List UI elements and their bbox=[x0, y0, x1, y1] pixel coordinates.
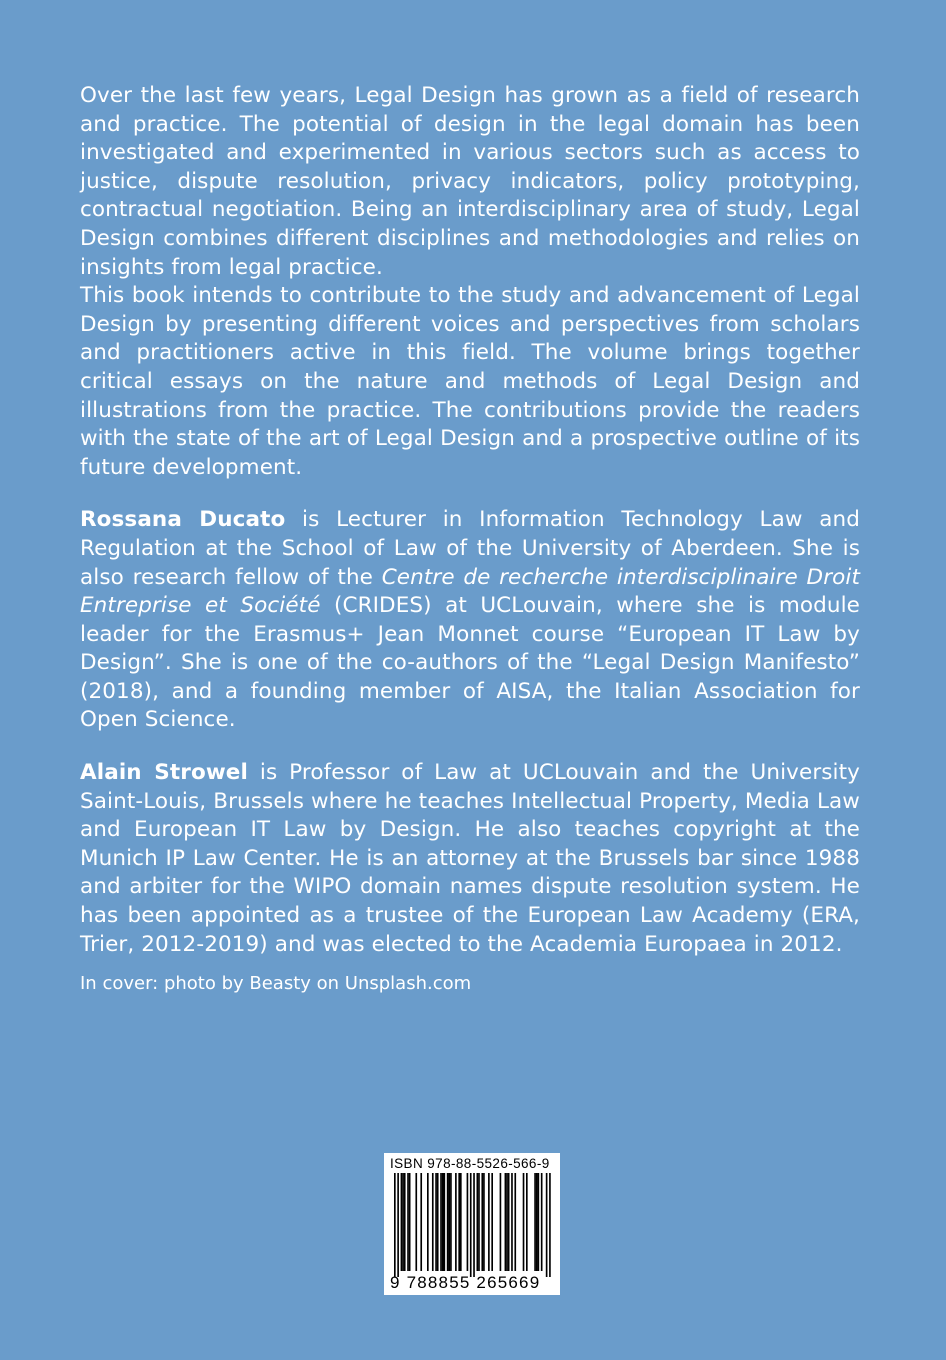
description-paragraph-2: This book intends to contribute to the study and advancement of Legal Design by presenting different voices and perspectives from scholars and practitioners active in this field. The volume brings together critical essays on the nature and methods of Legal Design and illustrations from the practice. The contributions provide the readers with the state of the art of Legal Design and a prospective outline of its future development. bbox=[80, 283, 860, 480]
barcode-bar bbox=[437, 1173, 439, 1271]
barcode-bar bbox=[526, 1173, 528, 1271]
barcode-bar bbox=[477, 1173, 479, 1271]
barcode-bar bbox=[467, 1173, 469, 1271]
barcode-bar bbox=[534, 1173, 536, 1271]
barcode-bar bbox=[409, 1173, 411, 1271]
barcode-bar bbox=[505, 1173, 507, 1271]
author-name-strowel: Alain Strowel bbox=[80, 760, 248, 786]
barcode-bar bbox=[407, 1173, 409, 1271]
isbn-barcode bbox=[384, 1153, 560, 1295]
isbn-label: ISBN 978-88-5526-566-9 bbox=[390, 1156, 550, 1171]
barcode-bar bbox=[514, 1173, 516, 1271]
cover-photo-credit: In cover: photo by Beasty on Unsplash.com bbox=[80, 973, 472, 994]
back-cover-text bbox=[80, 82, 860, 959]
author-bio-ducato bbox=[80, 506, 860, 735]
barcode-bar bbox=[546, 1173, 548, 1277]
barcode-bar bbox=[455, 1173, 457, 1271]
barcode-bars bbox=[384, 1173, 560, 1277]
author-bio-strowel-text: is Professor of Law at UCLouvain and the University Saint-Louis, Brussels where he teaches Intellectual Property, Media Law and European IT Law by Design. He also teaches copyright at the Munich IP Law Center. He is an attorney at the Brussels bar since 1988 and arbiter for the WIPO domain names dispute resolution system. He has been appointed as a trustee of the European Law Academy (ERA, Trier, 2012-2019) and was elected to the Academia Europaea in 2012. bbox=[80, 760, 860, 957]
barcode-bar bbox=[506, 1173, 508, 1271]
barcode-bar bbox=[440, 1173, 442, 1271]
barcode-bar bbox=[397, 1173, 399, 1277]
barcode-bar bbox=[432, 1173, 434, 1271]
barcode-bar bbox=[470, 1173, 472, 1277]
barcode-bar bbox=[488, 1173, 490, 1271]
barcode-bar bbox=[448, 1173, 450, 1271]
barcode-bar bbox=[402, 1173, 404, 1271]
author-bio-strowel bbox=[80, 759, 860, 959]
barcode-bar bbox=[420, 1173, 422, 1271]
barcode-bar bbox=[427, 1173, 429, 1271]
barcode-bar bbox=[450, 1173, 452, 1271]
barcode-bar bbox=[460, 1173, 462, 1271]
barcode-bar bbox=[536, 1173, 538, 1271]
barcode-bar bbox=[538, 1173, 540, 1271]
barcode-bar bbox=[473, 1173, 475, 1277]
barcode-bar bbox=[478, 1173, 480, 1271]
barcode-bar bbox=[442, 1173, 444, 1271]
barcode-bar bbox=[415, 1173, 417, 1271]
author-bio-ducato-end: (CRIDES) at UCLouvain, where she is module leader for the Erasmus+ Jean Monnet course “European IT Law by Design”. She is one of the co-authors of the “Legal Design Manifesto” (2018), and a founding member of AISA, the Italian Association for Open Science. bbox=[80, 593, 860, 733]
description-paragraph-1: Over the last few years, Legal Design has grown as a field of research and practice. The potential of design in the legal domain has been investigated and experimented in various sectors such as access to justice, dispute resolution, privacy indicators, policy prototyping, contractual negotiation. Being an interdisciplinary area of study, Legal Design combines different disciplines and methodologies and relies on insights from legal practice. bbox=[80, 83, 860, 280]
barcode-bar bbox=[481, 1173, 483, 1271]
barcode-bar bbox=[549, 1173, 551, 1277]
barcode-bar bbox=[435, 1173, 437, 1271]
barcode-bar bbox=[394, 1173, 396, 1277]
barcode-bar bbox=[508, 1173, 510, 1271]
author-name-ducato: Rossana Ducato bbox=[80, 507, 286, 533]
author-bio-ducato-start: is Lecturer in Information Technology Law and Regulation at the School of Law of the University of Aberdeen. She is also research fellow of the bbox=[80, 507, 860, 590]
barcode-bar bbox=[458, 1173, 460, 1271]
barcode-bar bbox=[500, 1173, 502, 1271]
barcode-bar bbox=[483, 1173, 485, 1271]
barcode-bar bbox=[541, 1173, 543, 1271]
barcode-bar bbox=[404, 1173, 406, 1271]
barcode-bar bbox=[491, 1173, 493, 1271]
barcode-digits: 9 788855 265669 bbox=[390, 1273, 541, 1292]
institution-name: Centre de recherche interdisciplinaire Droit Entreprise et Société bbox=[80, 564, 860, 619]
barcode-bar bbox=[523, 1173, 525, 1271]
barcode-bar bbox=[401, 1173, 403, 1271]
barcode-bar bbox=[447, 1173, 449, 1271]
barcode-bar bbox=[444, 1173, 446, 1271]
barcode-bar bbox=[511, 1173, 513, 1271]
